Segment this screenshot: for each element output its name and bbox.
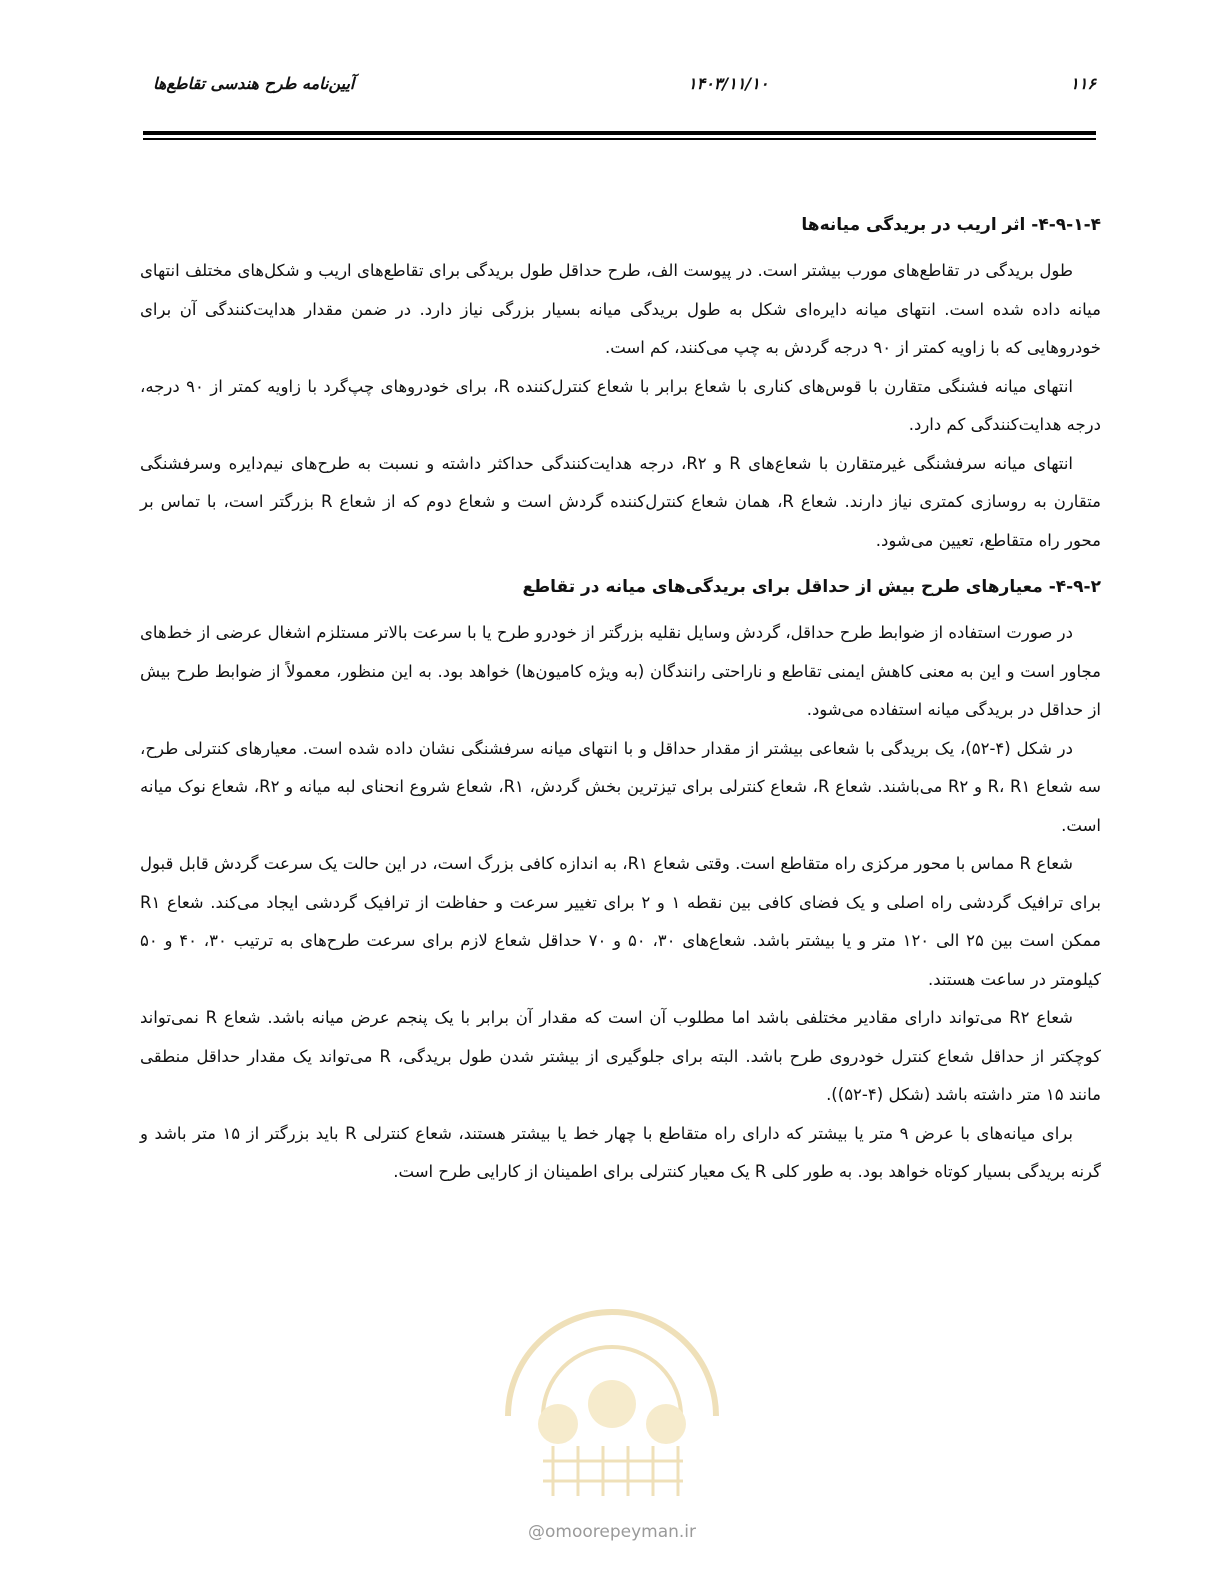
document-date: ۱۴۰۳/۱۱/۱۰ — [688, 74, 769, 93]
header-rule-thick — [143, 131, 1096, 135]
paragraph: شعاع R مماس با محور مرکزی راه متقاطع است. وقتی شعاع R۱، به اندازه کافی بزرگ است، در این حالت یک سرعت گردش قابل قبول برای ترافیک گردشی راه اصلی و یک فضای کافی بین نقطه ۱ و ۲ برای تغییر سرعت و حفاظت از ترافیک گردشی ایجاد می‌کند. شعاع R۱ ممکن است بین ۲۵ الی ۱۲۰ متر و یا بیشتر باشد. شعاع‌های ۳۰، ۵۰ و ۷۰ حداقل شعاع لازم برای سرعت طرح‌های به ترتیب ۳۰، ۴۰ و ۵۰ کیلومتر در ساعت هستند. — [140, 854, 1101, 989]
section-heading-2: ۴-۹-۲- معیارهای طرح بیش از حداقل برای بریدگی‌های میانه در تقاطع — [522, 577, 1101, 597]
paragraph: در صورت استفاده از ضوابط طرح حداقل، گردش وسایل نقلیه بزرگتر از خودرو طرح یا با سرعت بالاتر مستلزم اشغال عرضی از خط‌های مجاور است و این به معنی کاهش ایمنی تقاطع و ناراحتی رانندگان (به ویژه کامیون‌ها) خواهد بود. به این منظور، معمولاً از ضوابط طرح بیش از حداقل در بریدگی میانه استفاده می‌شود. — [140, 623, 1101, 719]
paragraph: انتهای میانه فشنگی متقارن با قوس‌های کناری با شعاع برابر با شعاع کنترل‌کننده R، برای خودروهای چپ‌گرد با زاویه کمتر از ۹۰ درجه، درجه هدایت‌کنندگی کم دارد. — [140, 376, 1101, 434]
paragraph: برای میانه‌های با عرض ۹ متر یا بیشتر که دارای راه متقاطع با چهار خط یا بیشتر هستند، شعاع کنترلی R باید بزرگتر از ۱۵ متر باشد و گرنه بریدگی بسیار کوتاه خواهد بود. به طور کلی R یک معیار کنترلی برای اطمینان از کارایی طرح است. — [140, 1123, 1101, 1181]
watermark-seal-icon — [483, 1296, 741, 1496]
page-body — [140, 208, 1101, 1192]
document-title: آیین‌نامه طرح هندسی تقاطع‌ها — [153, 74, 355, 93]
paragraph: طول بریدگی در تقاطع‌های مورب بیشتر است. در پیوست الف، طرح حداقل طول بریدگی برای تقاطع‌های اریب و شکل‌های مختلف انتهای میانه داده شده است. انتهای میانه دایره‌ای شکل به طول بریدگی میانه بسیار بزرگی نیاز دارد. در ضمن مقدار هدایت‌کنندگی آن برای خودروهایی که با زاویه کمتر از ۹۰ درجه گردش به چپ می‌کنند، کم است. — [140, 261, 1101, 357]
paragraph: شعاع R۲ می‌تواند دارای مقادیر مختلفی باشد اما مطلوب آن است که مقدار آن برابر با یک پنجم عرض میانه باشد. شعاع R نمی‌تواند کوچکتر از حداقل شعاع کنترل خودروی طرح باشد. البته برای جلوگیری از بیشتر شدن طول بریدگی، R می‌تواند یک مقدار حداقل منطقی مانند ۱۵ متر داشته باشد (شکل (۴-۵۲)). — [140, 1008, 1101, 1104]
paragraph: انتهای میانه سرفشنگی غیرمتقارن با شعاع‌های R و R۲، درجه هدایت‌کنندگی حداکثر داشته و نسبت به طرح‌های نیم‌دایره وسرفشنگی متقارن به روسازی کمتری نیاز دارند. شعاع R، همان شعاع کنترل‌کننده گردش است و شعاع دوم که از شعاع R بزرگتر است، با تماس بر محور راه متقاطع، تعیین می‌شود. — [140, 453, 1101, 550]
watermark-site: @omoorepeyman.ir — [527, 1522, 697, 1542]
header-rule-thin — [143, 138, 1096, 140]
paragraph: در شکل (۴-۵۲)، یک بریدگی با شعاعی بیشتر از مقدار حداقل و با انتهای میانه سرفشنگی نشان داده شده است. معیارهای کنترلی طرح، سه شعاع R، R۱ و R۲ می‌باشند. شعاع R، شعاع کنترلی برای تیزترین بخش گردش، R۱، شعاع شروع انحنای لبه میانه و R۲، شعاع نوک میانه است. — [140, 738, 1101, 835]
section-heading-1: ۴-۹-۱-۴- اثر اریب در بریدگی میانه‌ها — [801, 215, 1101, 235]
page-header — [143, 70, 1096, 100]
page-number: ۱۱۶ — [1070, 74, 1096, 93]
